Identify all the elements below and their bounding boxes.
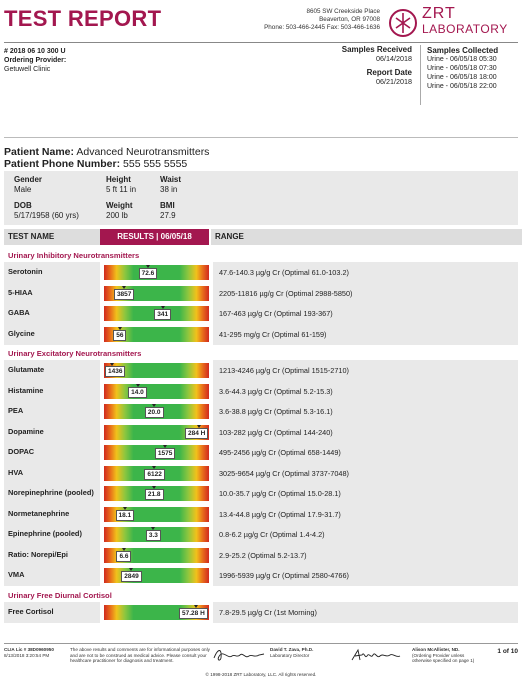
result-value: 2849 <box>121 571 141 582</box>
test-name: PEA <box>8 406 24 416</box>
logo-mark-icon <box>388 8 418 38</box>
reference-range: 41-295 mg/g Cr (Optimal 61-159) <box>219 329 327 339</box>
gender-label: Gender <box>14 175 43 184</box>
contact-line: Phone: 503-466-2445 Fax: 503-466-1636 <box>264 24 380 32</box>
provider-sig-note: (Ordering Provider unless otherwise specified on page 1) <box>412 652 475 664</box>
result-value: 3857 <box>114 289 134 300</box>
result-value: 6122 <box>144 469 164 480</box>
director-signature <box>212 646 266 664</box>
collected-item: Urine - 06/05/18 18:00 <box>427 74 497 81</box>
test-name: Epinephrine (pooled) <box>8 529 82 539</box>
range-bar <box>104 384 209 399</box>
footer-disclaimer: The above results and comments are for informational purposes only and are not to be construed as medical advice. Please consult your healthcare practitioner for diagnosis and treatment. <box>70 647 210 664</box>
test-name: Ratio: Norepi/Epi <box>8 549 68 559</box>
collected-label: Samples Collected <box>427 46 499 55</box>
bmi-value: 27.9 <box>160 211 176 220</box>
table-row <box>4 504 518 525</box>
result-value: 21.8 <box>145 489 164 500</box>
test-name: Glutamate <box>8 365 45 375</box>
result-value: 341 <box>154 309 171 320</box>
table-row <box>4 360 518 381</box>
printed-timestamp: 8/13/2018 3:20:54 PM <box>4 652 50 658</box>
result-value: 14.0 <box>128 387 147 398</box>
reference-range: 1213-4246 µg/g Cr (Optimal 1515-2710) <box>219 366 349 375</box>
report-title: TEST REPORT <box>4 6 162 31</box>
reference-range: 3.6-44.3 µg/g Cr (Optimal 5.2-15.3) <box>219 386 333 396</box>
result-value: 72.6 <box>139 268 158 279</box>
test-name: Serotonin <box>8 267 43 277</box>
reference-range: 10.0-35.7 µg/g Cr (Optimal 15.0-28.1) <box>219 489 341 498</box>
provider-signature <box>350 647 404 663</box>
page-number: 1 of 10 <box>497 648 518 655</box>
table-row <box>4 381 518 402</box>
collected-item: Urine - 06/05/18 05:30 <box>427 56 497 63</box>
waist-label: Waist <box>160 175 182 184</box>
table-row <box>4 565 518 586</box>
provider-name: Getuwell Clinic <box>4 66 51 73</box>
reference-range: 103-282 µg/g Cr (Optimal 144-240) <box>219 427 333 437</box>
report-id: # 2018 06 10 300 U <box>4 48 66 55</box>
table-row <box>4 303 518 324</box>
test-name: Glycine <box>8 328 35 338</box>
test-name: Norepinephrine (pooled) <box>8 488 94 498</box>
address-line: Beaverton, OR 97008 <box>319 16 380 24</box>
reference-range: 495-2456 µg/g Cr (Optimal 658-1449) <box>219 448 341 457</box>
info-divider-bottom <box>4 137 518 138</box>
table-row <box>4 524 518 545</box>
logo-text: ZRT <box>422 5 456 22</box>
result-value: 284 H <box>185 428 208 439</box>
dob-value: 5/17/1958 (60 yrs) <box>14 211 79 220</box>
test-name: Histamine <box>8 385 44 395</box>
collected-info <box>427 46 498 91</box>
table-row <box>4 324 518 345</box>
logo-subtext: LABORATORY <box>422 22 508 36</box>
result-value: 3.3 <box>146 530 161 541</box>
header-divider <box>4 42 518 43</box>
table-row <box>4 283 518 304</box>
table-row <box>4 422 518 443</box>
result-value: 1436 <box>105 366 125 377</box>
report-date-label: Report Date <box>366 68 412 77</box>
height-label: Height <box>106 175 131 184</box>
reference-range: 1996-5939 µg/g Cr (Optimal 2580-4766) <box>219 571 349 580</box>
range-bar <box>104 568 209 583</box>
patient-name-label: Patient Name: <box>4 146 75 158</box>
patient-phone-label: Patient Phone Number: <box>4 158 121 170</box>
result-value: 1575 <box>155 448 175 459</box>
section-title: Urinary Free Diurnal Cortisol <box>8 591 112 600</box>
test-name: DOPAC <box>8 447 35 457</box>
section-title: Urinary Excitatory Neurotransmitters <box>8 349 142 358</box>
reference-range: 3.6-38.8 µg/g Cr (Optimal 5.3-16.1) <box>219 407 333 416</box>
test-name: 5-HIAA <box>8 287 33 297</box>
director-name: David T. Zava, Ph.D. <box>270 647 314 652</box>
col-results: RESULTS | 06/05/18 <box>100 229 209 245</box>
section-title: Urinary Inhibitory Neurotransmitters <box>8 251 140 260</box>
report-date: 06/21/2018 <box>376 76 412 86</box>
reference-range: 7.8-29.5 µg/g Cr (1st Morning) <box>219 608 317 617</box>
received-info <box>300 46 412 86</box>
demographics-panel <box>4 171 518 225</box>
waist-value: 38 in <box>160 185 178 194</box>
test-name: HVA <box>8 467 24 477</box>
reference-range: 167-463 µg/g Cr (Optimal 193-367) <box>219 309 333 318</box>
height-value: 5 ft 11 in <box>106 185 137 194</box>
result-value: 20.0 <box>145 407 164 418</box>
col-range: RANGE <box>211 229 522 245</box>
table-row <box>4 442 518 463</box>
table-row <box>4 463 518 484</box>
table-row <box>4 602 518 623</box>
report-info <box>4 47 66 74</box>
collected-item: Urine - 06/05/18 22:00 <box>427 83 497 90</box>
test-name: Free Cortisol <box>8 607 54 617</box>
collected-item: Urine - 06/05/18 07:30 <box>427 65 497 72</box>
result-value: 57.28 H <box>179 608 208 619</box>
col-test-name: TEST NAME <box>4 229 100 245</box>
patient-info <box>4 146 209 170</box>
copyright: © 1998-2018 ZRT Laboratory, LLC. All rights reserved. <box>205 672 317 677</box>
result-value: 56 <box>113 330 126 341</box>
result-value: 6.6 <box>116 551 131 562</box>
patient-phone: 555 555 5555 <box>123 158 188 170</box>
lab-address <box>250 8 380 33</box>
reference-range: 47.6-140.3 µg/g Cr (Optimal 61.0-103.2) <box>219 268 349 277</box>
test-name: Normetanephrine <box>8 508 70 518</box>
provider-sig-info <box>412 647 478 664</box>
table-row <box>4 483 518 504</box>
info-divider <box>420 45 421 105</box>
footer-divider <box>4 643 518 644</box>
test-name: VMA <box>8 570 25 580</box>
received-label: Samples Received <box>341 45 412 54</box>
provider-sig-name: Alison McAllister, ND. <box>412 647 460 652</box>
address-line: 8605 SW Creekside Place <box>306 8 380 15</box>
table-row <box>4 262 518 283</box>
bmi-label: BMI <box>160 201 175 210</box>
reference-range: 2.9-25.2 (Optimal 5.2-13.7) <box>219 550 307 560</box>
test-name: GABA <box>8 308 30 318</box>
director-info <box>270 647 334 658</box>
clia-number: CLIA Lic # 38D0960950 <box>4 647 54 652</box>
provider-label: Ordering Provider: <box>4 57 67 64</box>
reference-range: 0.8-6.2 µg/g Cr (Optimal 1.4-4.2) <box>219 530 325 539</box>
footer-clia <box>4 647 64 658</box>
test-name: Dopamine <box>8 426 44 436</box>
reference-range: 3025-9654 µg/g Cr (Optimal 3737-7048) <box>219 468 349 478</box>
patient-name: Advanced Neurotransmitters <box>76 146 210 158</box>
director-title: Laboratory Director <box>270 652 310 658</box>
table-row <box>4 545 518 566</box>
result-value: 18.1 <box>116 510 135 521</box>
reference-range: 13.4-44.8 µg/g Cr (Optimal 17.9-31.7) <box>219 509 341 519</box>
weight-value: 200 lb <box>106 211 128 220</box>
zrt-logo <box>388 6 520 40</box>
dob-label: DOB <box>14 201 32 210</box>
reference-range: 2205-11816 µg/g Cr (Optimal 2988-5850) <box>219 288 353 298</box>
table-row <box>4 401 518 422</box>
gender-value: Male <box>14 185 32 194</box>
weight-label: Weight <box>106 201 133 210</box>
received-date: 06/14/2018 <box>376 53 412 63</box>
